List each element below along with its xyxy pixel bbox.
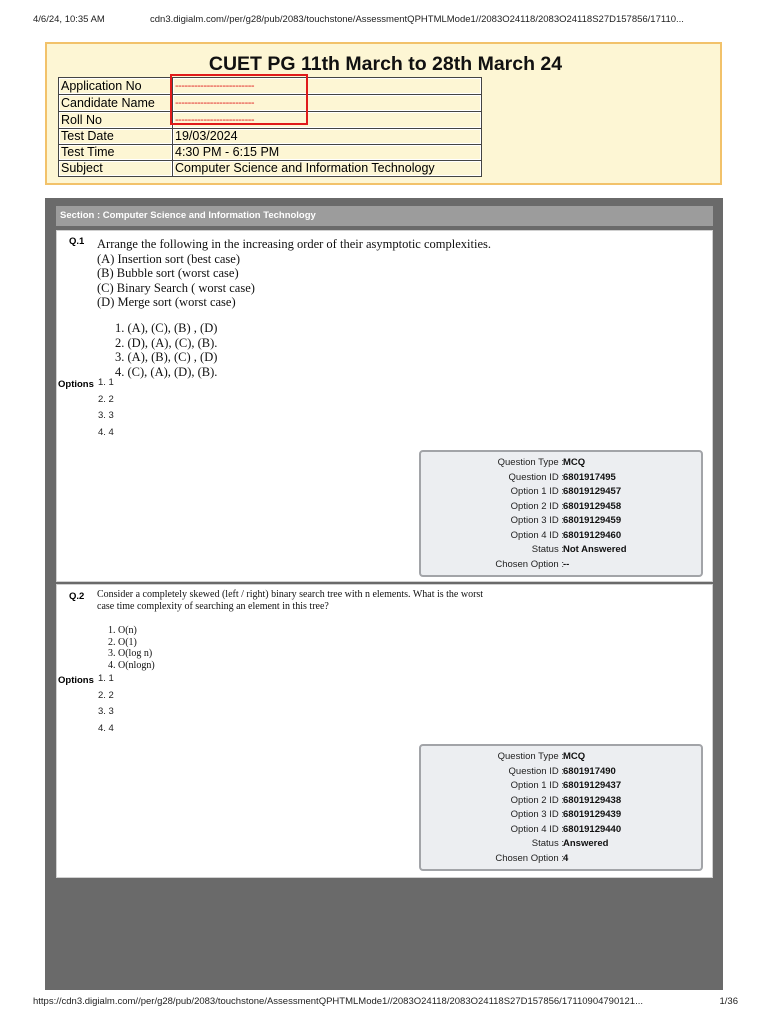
meta-row: Status : Not Answered bbox=[531, 544, 627, 555]
section-panel bbox=[45, 198, 723, 990]
meta-row: Option 4 ID : 68019129440 bbox=[510, 823, 622, 835]
meta-row: Option 4 ID : 68019129460 bbox=[510, 529, 622, 541]
question-line: case time complexity of searching an element in this tree? bbox=[97, 601, 329, 612]
meta-row: Question ID : 6801917495 bbox=[508, 471, 616, 483]
meta-row: Status : Answered bbox=[531, 838, 609, 849]
answer-choice: 1. O(n) bbox=[108, 625, 137, 636]
meta-row: Option 3 ID : 68019129439 bbox=[510, 809, 622, 820]
question-line: (A) Insertion sort (best case) bbox=[97, 251, 241, 266]
info-row-test-time bbox=[59, 145, 482, 161]
print-header bbox=[0, 14, 768, 30]
info-value: 4:30 PM - 6:15 PM bbox=[173, 145, 482, 161]
option-item: 4. 4 bbox=[98, 722, 114, 734]
option-item: 1. 1 bbox=[98, 377, 114, 388]
answer-choice: 4. (C), (A), (D), (B). bbox=[115, 364, 218, 379]
info-label: Application No bbox=[59, 78, 173, 95]
question-number: Q.1 bbox=[69, 236, 85, 247]
question-line: Arrange the following in the increasing order of their asymptotic complexities. bbox=[97, 237, 491, 251]
exam-info-box bbox=[45, 42, 722, 185]
print-page-title: cdn3.digialm.com//per/g28/pub/2083/touchstone/AssessmentQPHTMLMode1//2083O24118/2083O24118S27D157856/17110... bbox=[150, 14, 684, 25]
info-row-candidate-name bbox=[59, 95, 482, 112]
meta-row: Question Type : MCQ bbox=[497, 457, 586, 468]
option-item: 1. 1 bbox=[98, 673, 114, 684]
option-item: 3. 3 bbox=[98, 706, 114, 717]
option-item: 2. 2 bbox=[98, 393, 114, 405]
question-line: (B) Bubble sort (worst case) bbox=[97, 266, 239, 280]
question-text bbox=[97, 589, 527, 613]
info-value: Computer Science and Information Technology bbox=[173, 161, 482, 177]
info-row-subject bbox=[59, 161, 482, 177]
question-meta-box bbox=[419, 744, 703, 871]
info-row-application-no bbox=[59, 78, 482, 95]
meta-row: Option 3 ID : 68019129459 bbox=[510, 515, 622, 526]
question-line: Consider a completely skewed (left / right) binary search tree with n elements. What is the worst bbox=[97, 589, 484, 600]
answer-choices bbox=[115, 321, 217, 379]
question-card-1 bbox=[56, 230, 713, 582]
option-item: 2. 2 bbox=[98, 689, 114, 701]
meta-row: Option 1 ID : 68019129457 bbox=[510, 486, 622, 497]
answer-choice: 3. O(log n) bbox=[108, 648, 153, 659]
meta-row: Question Type : MCQ bbox=[497, 751, 586, 762]
info-row-test-date bbox=[59, 129, 482, 145]
info-value: 19/03/2024 bbox=[173, 129, 482, 145]
redacted-value: ------------------------- bbox=[175, 80, 255, 92]
question-number: Q.2 bbox=[69, 591, 85, 602]
option-item: 4. 4 bbox=[98, 426, 114, 438]
options-label: Options bbox=[58, 379, 94, 390]
candidate-info-table bbox=[58, 77, 482, 177]
question-meta-box bbox=[419, 450, 703, 577]
options-list bbox=[98, 671, 114, 737]
redacted-value: ------------------------- bbox=[175, 97, 255, 109]
options-list bbox=[98, 375, 114, 441]
info-label: Test Time bbox=[59, 145, 173, 161]
meta-row: Question ID : 6801917490 bbox=[508, 765, 616, 777]
meta-row: Chosen Option : 4 bbox=[495, 853, 569, 864]
question-line: (C) Binary Search ( worst case) bbox=[97, 280, 255, 295]
meta-row: Chosen Option : -- bbox=[495, 559, 570, 570]
info-label: Test Date bbox=[59, 129, 173, 145]
option-item: 3. 3 bbox=[98, 410, 114, 421]
print-footer bbox=[0, 996, 768, 1012]
print-page-number: 1/36 bbox=[719, 996, 738, 1007]
answer-choice: 1. (A), (C), (B) , (D) bbox=[115, 321, 218, 335]
meta-row: Option 2 ID : 68019129438 bbox=[510, 794, 622, 806]
answer-choice: 4. O(nlogn) bbox=[108, 659, 155, 671]
options-label: Options bbox=[58, 675, 94, 686]
answer-choice: 3. (A), (B), (C) , (D) bbox=[115, 350, 218, 364]
question-card-2 bbox=[56, 584, 713, 878]
print-url: https://cdn3.digialm.com//per/g28/pub/2083/touchstone/AssessmentQPHTMLMode1//2083O24118/2083O24118S27D157856/17110904790121... bbox=[33, 996, 644, 1007]
question-line: (D) Merge sort (worst case) bbox=[97, 295, 236, 309]
info-label: Roll No bbox=[59, 112, 173, 129]
redacted-value: ------------------------- bbox=[175, 114, 255, 126]
info-row-roll-no bbox=[59, 112, 482, 129]
meta-row: Option 2 ID : 68019129458 bbox=[510, 500, 622, 512]
answer-choices bbox=[108, 625, 155, 671]
info-label: Candidate Name bbox=[59, 95, 173, 112]
exam-title: CUET PG 11th March to 28th March 24 bbox=[208, 53, 563, 75]
answer-choice: 2. O(1) bbox=[108, 636, 137, 648]
answer-choice: 2. (D), (A), (C), (B). bbox=[115, 335, 218, 350]
section-header: Section : Computer Science and Information Technology bbox=[56, 206, 713, 226]
question-text bbox=[97, 237, 491, 310]
print-datetime: 4/6/24, 10:35 AM bbox=[33, 14, 105, 25]
info-label: Subject bbox=[59, 161, 173, 177]
meta-row: Option 1 ID : 68019129437 bbox=[510, 780, 622, 791]
